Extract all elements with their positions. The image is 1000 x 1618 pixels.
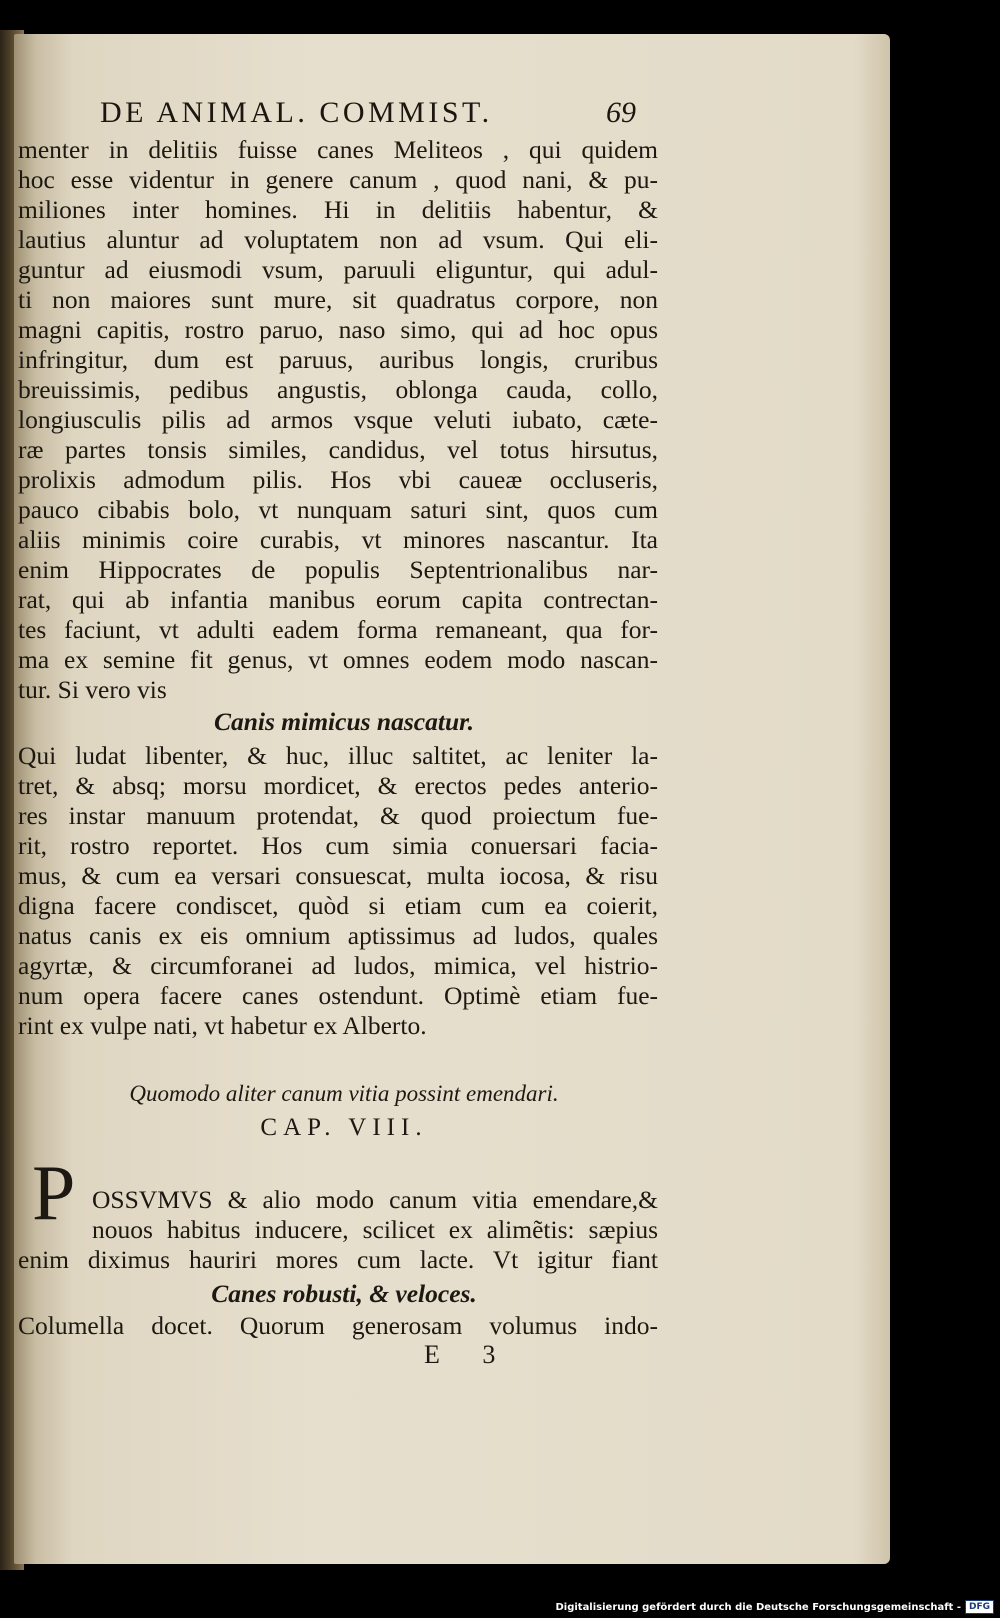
text-line: res instar manuum protendat, & quod proiectum fue-	[18, 801, 658, 830]
text-line: natus canis ex eis omnium aptissimus ad ludos, quales	[18, 921, 658, 950]
text-line: ræ partes tonsis similes, candidus, vel totus hirsutus,	[18, 435, 658, 464]
text-line: rint ex vulpe nati, vt habetur ex Alberto.	[18, 1011, 427, 1040]
text-line: enim Hippocrates de populis Septentrionalibus nar-	[18, 555, 658, 584]
text-line: pauco cibabis bolo, vt nunquam saturi sint, quos cum	[18, 495, 658, 524]
text-line: rit, rostro reportet. Hos cum simia conuersari facia-	[18, 831, 658, 860]
text-line: magni capitis, rostro paruo, naso simo, qui ad hoc opus	[18, 315, 658, 344]
book-page	[14, 34, 890, 1564]
text-line: guntur ad eiusmodi vsum, paruuli eliguntur, qui adul-	[18, 255, 658, 284]
text-line: mus, & cum ea versari consuescat, multa iocosa, & risu	[18, 861, 658, 890]
text-line: prolixis admodum pilis. Hos vbi caueæ occluseris,	[18, 465, 658, 494]
dfg-logo-icon: DFG	[965, 1600, 994, 1614]
text-line: OSSVMVS & alio modo canum vitia emendare,&	[92, 1185, 658, 1214]
signature-mark: E 3	[424, 1340, 514, 1369]
text-line: rat, qui ab infantia manibus eorum capita contrectan-	[18, 585, 658, 614]
text-line: longiusculis pilis ad armos vsque veluti iubato, cæte-	[18, 405, 658, 434]
text-line: Columella docet. Quorum generosam volumus indo-	[18, 1311, 658, 1340]
text-line: tur. Si vero vis	[18, 675, 167, 704]
chapter-title: Quomodo aliter canum vitia possint emendari.	[129, 1081, 559, 1106]
text-line: miliones inter homines. Hi in delitiis habentur, &	[18, 195, 658, 224]
text-line: aliis minimis coire curabis, vt minores nascantur. Ita	[18, 525, 658, 554]
chapter-number: CAP. VIII.	[260, 1114, 428, 1141]
drop-capital: P	[32, 1149, 76, 1236]
text-line: tret, & absq; morsu mordicet, & erectos pedes anterio-	[18, 771, 658, 800]
text-line: menter in delitiis fuisse canes Meliteos , qui quidem	[18, 135, 658, 164]
footer-text: Digitalisierung gefördert durch die Deutsche Forschungsgemeinschaft -	[555, 1601, 961, 1613]
text-line: lautius aluntur ad voluptatem non ad vsum. Qui eli-	[18, 225, 658, 254]
text-line: digna facere condiscet, quòd si etiam cum ea coierit,	[18, 891, 658, 920]
text-line: infringitur, dum est paruus, auribus longis, cruribus	[18, 345, 658, 374]
text-line: tes faciunt, vt adulti eadem forma remaneant, qua for-	[18, 615, 658, 644]
text-line: ma ex semine fit genus, vt omnes eodem modo nascan-	[18, 645, 658, 674]
text-line: breuissimis, pedibus angustis, oblonga cauda, collo,	[18, 375, 658, 404]
text-line: num opera facere canes ostendunt. Optimè etiam fue-	[18, 981, 658, 1010]
text-line: ti non maiores sunt mure, sit quadratus corpore, non	[18, 285, 658, 314]
text-line: nouos habitus inducere, scilicet ex alimẽtis: sæpius	[92, 1215, 658, 1244]
subheading: Canes robusti, & veloces.	[211, 1279, 477, 1308]
text-line: hoc esse videntur in genere canum , quod nani, & pu-	[18, 165, 658, 194]
text-line: enim diximus hauriri mores cum lacte. Vt igitur fiant	[18, 1245, 658, 1274]
running-head: DE ANIMAL. COMMIST.	[100, 96, 493, 129]
text-line: Qui ludat libenter, & huc, illuc saltitet, ac leniter la-	[18, 741, 658, 770]
subheading: Canis mimicus nascatur.	[213, 707, 475, 736]
text-line: agyrtæ, & circumforanei ad ludos, mimica, vel histrio-	[18, 951, 658, 980]
page-number: 69	[606, 96, 636, 129]
digitization-footer	[555, 1600, 994, 1614]
